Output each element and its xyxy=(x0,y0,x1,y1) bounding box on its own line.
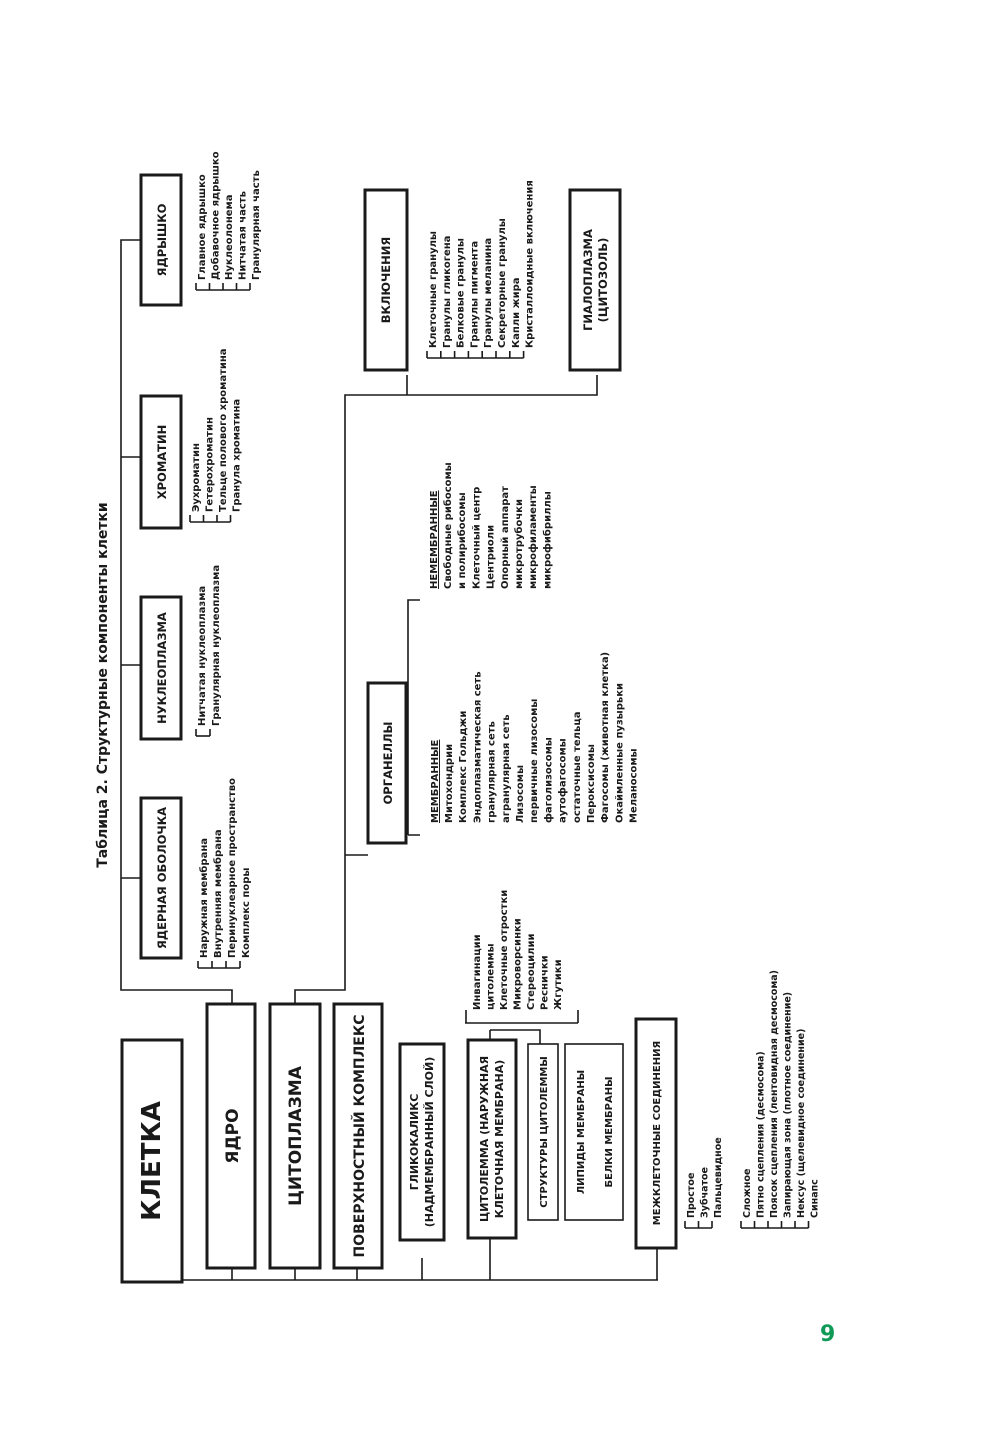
inclusion-item: Гранулы пигмента xyxy=(469,240,481,348)
junction-complex-item: Поясок сцепления (лентовидная десмосома) xyxy=(769,970,780,1218)
nucleolus-label: ЯДРЫШКО xyxy=(155,203,169,277)
nonmembrane-organelle-item: Опорный аппарат xyxy=(499,486,511,589)
envelope-item: Перинуклеарное пространство xyxy=(227,778,238,958)
glycocalyx-label-line2: (НАДМЕМБРАННЫЙ СЛОЙ) xyxy=(423,1056,436,1228)
membrane-organelle-item: остаточные тельца xyxy=(571,711,583,823)
nonmembrane-organelle-item: и полирибосомы xyxy=(457,492,469,589)
membrane-organelle-item: Комплекс Гольджи xyxy=(458,710,470,823)
cytolemma-structure-item: цитолеммы xyxy=(485,943,497,1010)
junction-complex-item: Сложное xyxy=(742,1168,753,1218)
junction-complex-item: Нексус (щелевидное соединение) xyxy=(796,1028,807,1218)
envelope-item: Комплекс поры xyxy=(241,867,252,958)
nonmembrane-organelles-title: НЕМЕМБРАННЫЕ xyxy=(429,490,440,589)
inclusion-item: Кристаллоидные включения xyxy=(524,180,536,348)
chromatin-item: Гранула хроматина xyxy=(231,398,243,512)
chromatin-label: ХРОМАТИН xyxy=(155,424,169,500)
nonmembrane-organelle-item: Клеточный центр xyxy=(471,486,483,589)
nucleoplasm-label: НУКЛЕОПЛАЗМА xyxy=(155,612,169,724)
inclusion-item: Клеточные гранулы xyxy=(428,231,439,348)
junction-simple-item: Простое xyxy=(686,1172,697,1218)
hyaloplasm-box xyxy=(570,190,620,370)
cytolemma-structure-item: Клеточные отростки xyxy=(499,889,510,1010)
membrane-organelle-item: Митохондрии xyxy=(444,743,455,823)
membrane-organelle-item: первичные лизосомы xyxy=(529,698,541,823)
cytolemma-structure-item: Жгутики xyxy=(553,959,564,1010)
inclusion-item: Белковые гранулы xyxy=(455,238,467,348)
intercellular-junctions-label: МЕЖКЛЕТОЧНЫЕ СОЕДИНЕНИЯ xyxy=(652,1040,663,1226)
nonmembrane-organelle-item: микрофиламенты xyxy=(528,485,540,589)
nucleolus-item: Нуклеолонема xyxy=(224,194,235,280)
nucleus-label: ЯДРО xyxy=(223,1108,243,1164)
inclusion-item: Капли жира xyxy=(510,277,522,348)
glycocalyx-label-line1: ГЛИКОКАЛИКС xyxy=(408,1093,421,1191)
membrane-organelle-item: Окаймленные пузырьки xyxy=(614,682,626,823)
glycocalyx-box xyxy=(400,1044,444,1240)
cytolemma-label-line2: КЛЕТОЧНАЯ МЕМБРАНА) xyxy=(493,1059,506,1219)
organelles-label: ОРГАНЕЛЛЫ xyxy=(381,721,395,805)
membrane-organelle-item: Эндоплазматическая сеть xyxy=(472,671,484,823)
nonmembrane-organelle-item: Центриоли xyxy=(485,524,497,589)
junction-complex-item: Запирающая зона (плотное соединение) xyxy=(782,991,794,1218)
membrane-organelle-item: Фагосомы (животная клетка) xyxy=(600,651,612,823)
membrane-organelle-item: Лизосомы xyxy=(515,764,526,823)
envelope-item: Внутренняя мембрана xyxy=(213,829,224,958)
hyaloplasm-label-line2: (ЦИТОЗОЛЬ) xyxy=(596,237,610,323)
membrane-organelle-item: фаголизосомы xyxy=(543,737,555,823)
envelope-item: Наружная мембрана xyxy=(199,838,210,958)
page-number: 9 xyxy=(820,1322,836,1347)
nonmembrane-organelle-item: микрофибриллы xyxy=(542,491,554,589)
inclusion-item: Гранулы меланина xyxy=(483,237,495,348)
membrane-organelle-item: Пероксисомы xyxy=(586,744,597,823)
junction-simple-item: Пальцевидное xyxy=(713,1137,724,1218)
membrane-organelles-title: МЕМБРАННЫЕ xyxy=(430,739,441,823)
nucleoplasm-item: Гранулярная нуклеоплазма xyxy=(211,564,222,726)
inclusions-label: ВКЛЮЧЕНИЯ xyxy=(379,236,393,324)
inclusion-item: Гранулы гликогена xyxy=(441,235,453,348)
nucleolus-item: Нитчатая часть xyxy=(237,191,249,280)
chromatin-item: Тельце полового хроматина xyxy=(218,348,229,512)
cytolemma-structure-item: Стереоцилии xyxy=(526,933,537,1010)
nuclear-envelope-label: ЯДЕРНАЯ ОБОЛОЧКА xyxy=(155,806,169,950)
cytolemma-structure-item: Микроворсинки xyxy=(512,918,524,1010)
membrane-proteins-label: БЕЛКИ МЕМБРАНЫ xyxy=(604,1076,615,1188)
nucleolus-item: Главное ядрышко xyxy=(197,174,208,280)
nucleoplasm-item: Нитчатая нуклеоплазма xyxy=(197,585,208,726)
membrane-organelle-item: агранулярная сеть xyxy=(500,714,512,823)
cytolemma-label-line1: ЦИТОЛЕММА (НАРУЖНАЯ xyxy=(478,1055,491,1223)
junction-complex-item: Пятно сцепления (десмосома) xyxy=(755,1051,767,1218)
table-title: Таблица 2. Структурные компоненты клетки xyxy=(95,502,111,868)
junction-complex-item: Синапс xyxy=(809,1179,821,1218)
cytolemma-structures-label: СТРУКТУРЫ ЦИТОЛЕММЫ xyxy=(539,1056,550,1208)
chromatin-item: Эухроматин xyxy=(191,443,202,512)
cytolemma-box xyxy=(468,1040,516,1238)
hyaloplasm-label-line1: ГИАЛОПЛАЗМА xyxy=(581,229,595,331)
inclusion-item: Секреторные гранулы xyxy=(497,218,508,348)
cytolemma-structure-item: Реснички xyxy=(539,955,551,1010)
chromatin-item: Гетерохроматин xyxy=(204,417,216,512)
nucleolus-item: Добавочное ядрышко xyxy=(210,151,222,280)
membrane-lipids-label: ЛИПИДЫ МЕМБРАНЫ xyxy=(576,1069,587,1195)
membrane-organelle-item: гранулярная сеть xyxy=(486,721,498,823)
nucleolus-item: Гранулярная часть xyxy=(251,170,262,280)
membrane-organelle-item: Меланосомы xyxy=(628,748,640,823)
junction-simple-item: Зубчатое xyxy=(699,1167,711,1218)
membrane-organelle-item: аутофагосомы xyxy=(557,738,569,823)
nonmembrane-organelle-item: Свободные рибосомы xyxy=(443,462,454,589)
cytoplasm-label: ЦИТОПЛАЗМА xyxy=(286,1066,306,1206)
cytolemma-structure-item: Инвагинации xyxy=(472,934,483,1010)
nonmembrane-organelle-item: микротрубочки xyxy=(514,499,525,589)
cell-label: КЛЕТКА xyxy=(137,1101,167,1221)
surface-complex-label: ПОВЕРХНОСТНЫЙ КОМПЛЕКС xyxy=(352,1014,368,1258)
